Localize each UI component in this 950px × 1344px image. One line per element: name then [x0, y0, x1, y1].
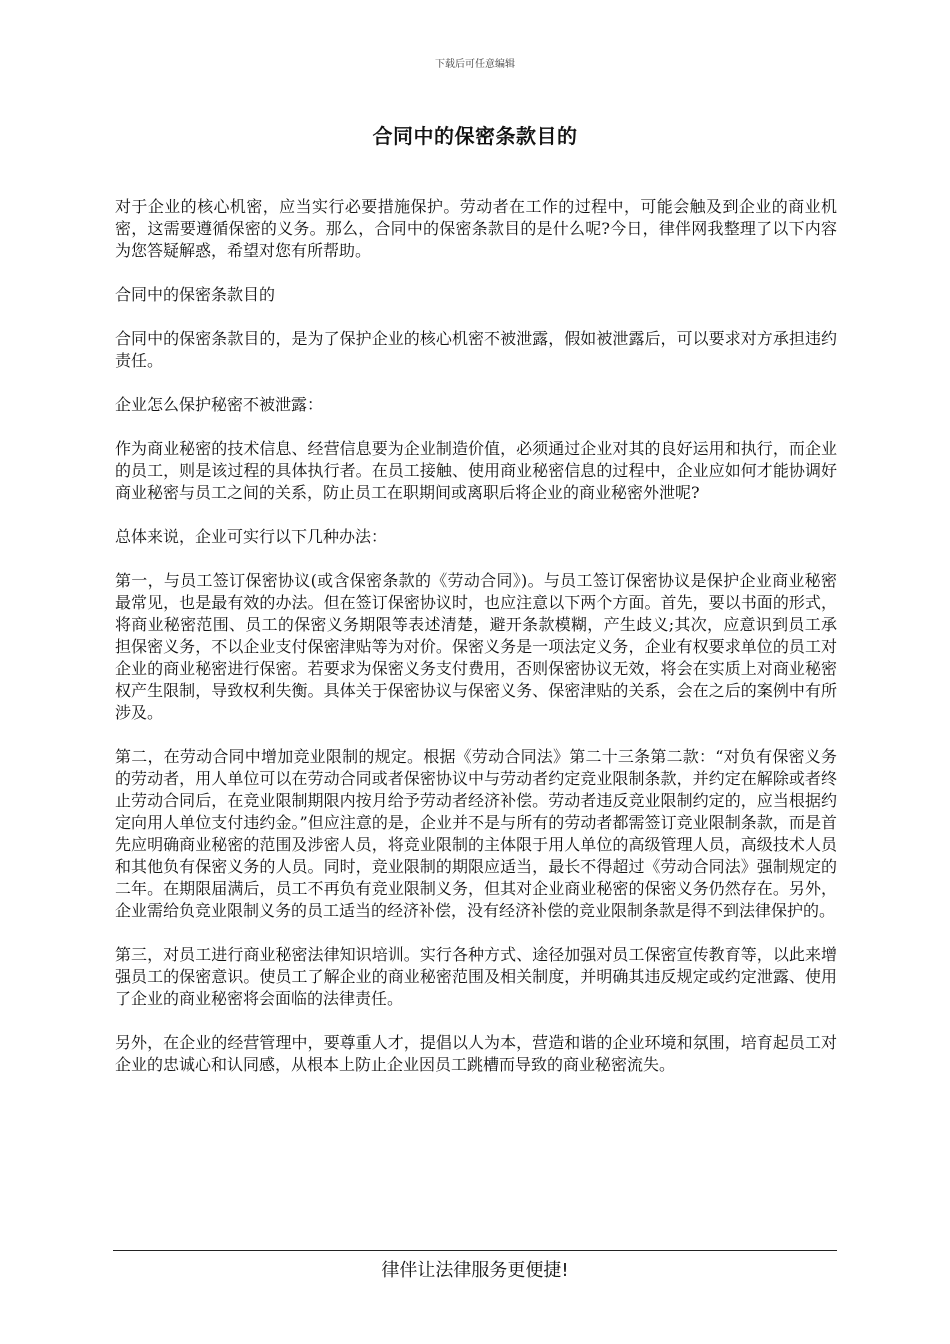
- document-body: [115, 196, 837, 1098]
- summary-paragraph: 总体来说，企业可实行以下几种办法：: [115, 527, 388, 546]
- section-heading: 合同中的保密条款目的: [115, 285, 276, 304]
- intro-paragraph: 对于企业的核心机密，应当实行必要措施保护。劳动者在工作的过程中，可能会触及到企业的商业机密，这需要遵循保密的义务。那么，合同中的保密条款目的是什么呢?今日，律伴网我整理了以下内容为您答疑解惑，希望对您有所帮助。: [115, 197, 837, 260]
- document-title: 合同中的保密条款目的: [372, 124, 578, 148]
- context-paragraph: 作为商业秘密的技术信息、经营信息要为企业制造价值，必须通过企业对其的良好运用和执行，而企业的员工，则是该过程的具体执行者。在员工接触、使用商业秘密信息的过程中，企业应如何才能协调好商业秘密与员工之间的关系，防止员工在职期间或离职后将企业的商业秘密外泄呢?: [115, 439, 837, 502]
- footer-slogan: 律伴让法律服务更便捷!: [381, 1260, 569, 1281]
- method-one-paragraph: 第一，与员工签订保密协议(或含保密条款的《劳动合同》)。与员工签订保密协议是保护企业商业秘密最常见，也是最有效的办法。但在签订保密协议时，也应注意以下两个方面。首先，要以书面的形式，将商业秘密范围、员工的保密义务期限等表述清楚，避开条款模糊，产生歧义;其次，应意识到员工承担保密义务，不以企业支付保密津贴等为对价。保密义务是一项法定义务，企业有权要求单位的员工对企业的商业秘密进行保密。若要求为保密义务支付费用，否则保密协议无效，将会在实质上对商业秘密权产生限制，导致权利失衡。具体关于保密协议与保密义务、保密津贴的关系，会在之后的案例中有所涉及。: [115, 571, 837, 722]
- method-two-paragraph: 第二，在劳动合同中增加竞业限制的规定。根据《劳动合同法》第二十三条第二款：“对负有保密义务的劳动者，用人单位可以在劳动合同或者保密协议中与劳动者约定竞业限制条款，并约定在解除或者终止劳动合同后，在竞业限制期限内按月给予劳动者经济补偿。劳动者违反竞业限制约定的，应当根据约定向用人单位支付违约金。”但应注意的是，企业并不是与所有的劳动者都需签订竞业限制条款，而是首先应明确商业秘密的范围及涉密人员，将竞业限制的主体限于用人单位的高级管理人员，高级技术人员和其他负有保密义务的人员。同时，竞业限制的期限应适当，最长不得超过《劳动合同法》强制规定的二年。在期限届满后，员工不再负有竞业限制义务，但其对企业商业秘密的保密义务仍然存在。另外，企业需给负竞业限制义务的员工适当的经济补偿，没有经济补偿的竞业限制条款是得不到法律保护的。: [115, 747, 837, 920]
- question-heading: 企业怎么保护秘密不被泄露：: [115, 395, 324, 414]
- closing-paragraph: 另外，在企业的经营管理中，要尊重人才，提倡以人为本，营造和谐的企业环境和氛围，培育起员工对企业的忠诚心和认同感，从根本上防止企业因员工跳槽而导致的商业秘密流失。: [115, 1033, 837, 1074]
- method-three-paragraph: 第三，对员工进行商业秘密法律知识培训。实行各种方式、途径加强对员工保密宣传教育等，以此来增强员工的保密意识。使员工了解企业的商业秘密范围及相关制度，并明确其违反规定或约定泄露、使用了企业的商业秘密将会面临的法律责任。: [115, 945, 837, 1008]
- page-header: 下载后可任意编辑: [435, 59, 515, 70]
- footer-divider: [113, 1250, 837, 1251]
- purpose-paragraph: 合同中的保密条款目的，是为了保护企业的核心机密不被泄露，假如被泄露后，可以要求对方承担违约责任。: [115, 329, 837, 370]
